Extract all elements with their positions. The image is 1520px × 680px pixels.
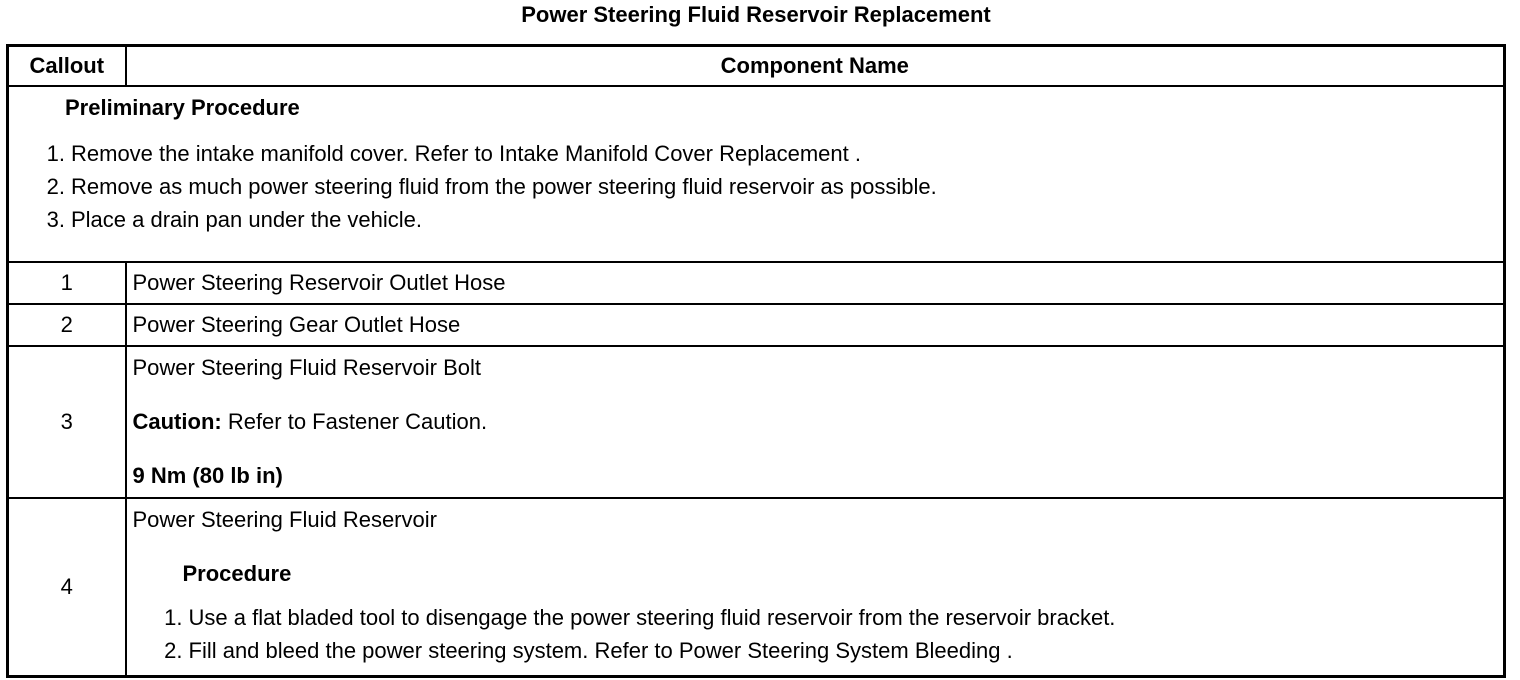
table-row xyxy=(8,262,1505,304)
step-number: 3. xyxy=(46,207,65,232)
preliminary-steps-list xyxy=(9,137,1503,236)
caution-label: Caution: xyxy=(132,409,222,434)
preliminary-procedure-cell xyxy=(8,86,1505,262)
callout-cell: 2 xyxy=(8,304,126,346)
callout-cell: 1 xyxy=(8,262,126,304)
caution-text: Refer to Fastener Caution. xyxy=(221,409,488,434)
step-text: Remove the intake manifold cover. Refer to Intake Manifold Cover Replacement . xyxy=(71,141,861,166)
procedure-step xyxy=(133,634,1498,667)
step-number: 1. xyxy=(164,605,183,630)
component-name: Power Steering Fluid Reservoir xyxy=(132,507,437,532)
step-text: Fill and bleed the power steering system. Refer to Power Steering System Bleeding . xyxy=(188,638,1013,663)
component-name-cell: Power Steering Gear Outlet Hose xyxy=(126,304,1505,346)
step-text: Use a flat bladed tool to disengage the power steering fluid reservoir from the reservoir bracket. xyxy=(188,605,1116,630)
table-row xyxy=(8,498,1505,677)
callout-cell: 4 xyxy=(8,498,126,677)
component-name-header: Component Name xyxy=(126,46,1505,87)
caution-note xyxy=(133,409,1498,435)
procedure-steps-list xyxy=(133,601,1498,667)
step-text: Remove as much power steering fluid from the power steering fluid reservoir as possible. xyxy=(71,174,937,199)
preliminary-step xyxy=(9,137,1503,170)
component-detail-cell xyxy=(126,498,1505,677)
component-name-cell: Power Steering Reservoir Outlet Hose xyxy=(126,262,1505,304)
component-table xyxy=(6,44,1506,678)
step-number: 1. xyxy=(46,141,65,166)
table-row xyxy=(8,304,1505,346)
table-row xyxy=(8,346,1505,498)
step-number: 2. xyxy=(164,638,183,663)
procedure-step xyxy=(133,601,1498,634)
torque-spec: 9 Nm (80 lb in) xyxy=(132,463,283,488)
component-detail-cell xyxy=(126,346,1505,498)
preliminary-procedure-title: Preliminary Procedure xyxy=(65,95,300,120)
preliminary-row xyxy=(8,86,1505,262)
component-name: Power Steering Fluid Reservoir Bolt xyxy=(132,355,481,380)
preliminary-step xyxy=(9,170,1503,203)
preliminary-step xyxy=(9,203,1503,236)
table-header-row xyxy=(8,46,1505,87)
callout-cell: 3 xyxy=(8,346,126,498)
step-number: 2. xyxy=(46,174,65,199)
step-text: Place a drain pan under the vehicle. xyxy=(71,207,423,232)
page-title: Power Steering Fluid Reservoir Replacement xyxy=(521,2,991,27)
callout-header: Callout xyxy=(8,46,126,87)
procedure-title: Procedure xyxy=(182,561,292,586)
